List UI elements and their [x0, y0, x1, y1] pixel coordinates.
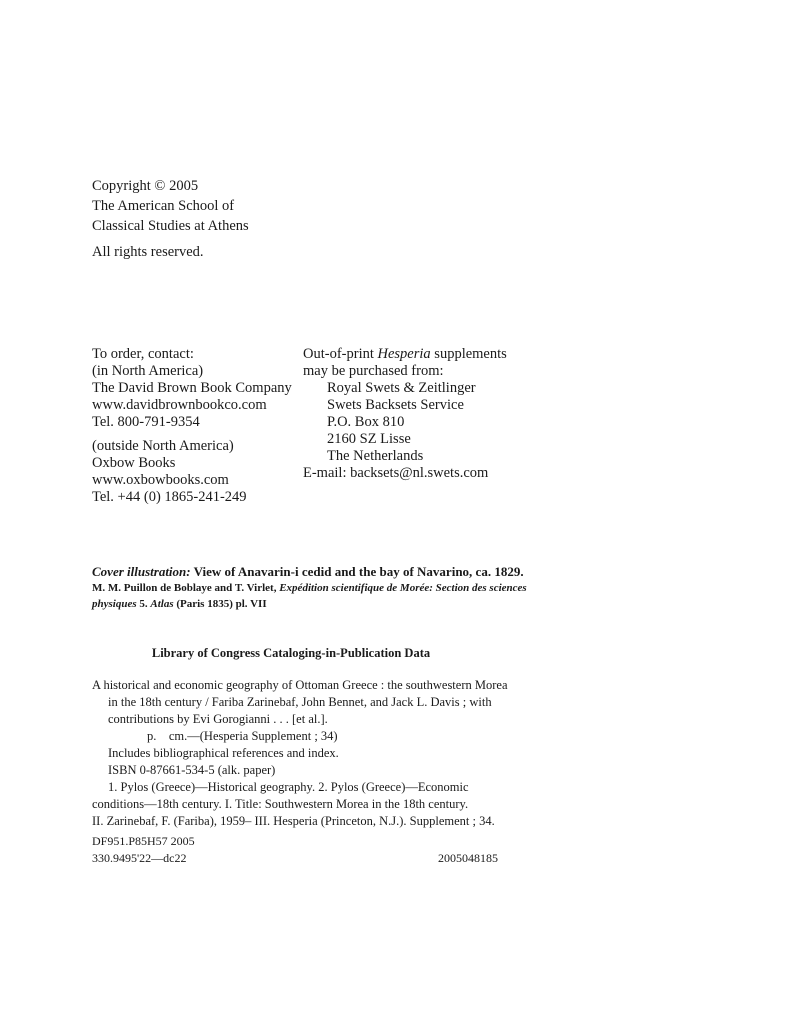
address-line-4: 2160 SZ Lisse — [327, 431, 411, 447]
cover-work-2: physiques — [92, 598, 137, 610]
hesperia-italic: Hesperia — [377, 346, 431, 362]
cip-line-4: p. cm.—(Hesperia Supplement ; 34) — [147, 729, 338, 743]
rights-reserved: All rights reserved. — [92, 244, 204, 260]
cip-line-7: 1. Pylos (Greece)—Historical geography. 2. Pylos (Greece)—Economic — [108, 780, 469, 794]
order-heading: To order, contact: — [92, 346, 194, 362]
cip-heading: Library of Congress Cataloging-in-Publication Data — [151, 646, 431, 660]
cip-line-1: A historical and economic geography of Ottoman Greece : the southwestern Morea — [92, 678, 508, 692]
address-line-3: P.O. Box 810 — [327, 414, 405, 430]
order-contact-block — [92, 346, 292, 506]
cover-atlas: Atlas — [150, 598, 174, 610]
cover-source — [92, 580, 527, 596]
intl-website: www.oxbowbooks.com — [92, 472, 229, 488]
cover-source-2 — [92, 596, 512, 612]
call-numbers — [92, 833, 195, 867]
copyright-line: Copyright © 2005 — [92, 178, 199, 194]
cover-authors: M. M. Puillon de Boblaye and T. Virlet, — [92, 582, 280, 594]
cover-work: Expédition scientifique de Morée: Section des sciences — [279, 582, 527, 594]
cip-line-3: contributions by Evi Gorogianni . . . [et al.]. — [108, 712, 328, 726]
publisher-line-2: Classical Studies at Athens — [92, 218, 249, 234]
cip-record — [92, 677, 512, 830]
cip-line-6: ISBN 0-87661-534-5 (alk. paper) — [108, 763, 276, 777]
heading-pre: Out-of-print — [303, 346, 378, 362]
cip-line-9: II. Zarinebaf, F. (Fariba), 1959– III. Hesperia (Princeton, N.J.). Supplement ; 34. — [92, 814, 495, 828]
na-website: www.davidbrownbookco.com — [92, 397, 267, 413]
cip-line-2: in the 18th century / Fariba Zarinebaf, John Bennet, and Jack L. Davis ; with — [108, 695, 492, 709]
cover-label: Cover illustration: — [92, 564, 191, 579]
cover-caption — [92, 563, 524, 580]
cover-illustration-credit — [92, 563, 527, 612]
na-label: (in North America) — [92, 363, 204, 379]
spacer — [92, 431, 292, 438]
address-line-5: The Netherlands — [327, 448, 424, 464]
purchase-line: may be purchased from: — [303, 363, 444, 379]
cip-line-5: Includes bibliographical references and index. — [108, 746, 339, 760]
na-company: The David Brown Book Company — [92, 380, 292, 396]
na-telephone: Tel. 800-791-9354 — [92, 414, 200, 430]
dewey-number: 330.9495'22—dc22 — [92, 851, 187, 865]
out-of-print-block — [303, 346, 507, 482]
lc-call-number: DF951.P85H57 2005 — [92, 834, 195, 848]
cover-rest: (Paris 1835) pl. VII — [173, 598, 267, 610]
heading-post: supplements — [430, 346, 507, 362]
copyright-block — [92, 176, 249, 236]
intl-telephone: Tel. +44 (0) 1865-241-249 — [92, 489, 247, 505]
intl-label: (outside North America) — [92, 438, 234, 454]
intl-company: Oxbow Books — [92, 455, 176, 471]
lccn-number: 2005048185 — [438, 851, 498, 865]
publisher-line: The American School of — [92, 198, 235, 214]
cip-line-8: conditions—18th century. I. Title: Southwestern Morea in the 18th century. — [92, 797, 469, 811]
cover-volume: 5. — [136, 598, 151, 610]
cover-text: View of Anavarin-i cedid and the bay of Navarino, ca. 1829. — [190, 564, 524, 579]
address-line-1: Royal Swets & Zeitlinger — [327, 380, 476, 396]
address-line-2: Swets Backsets Service — [327, 397, 464, 413]
email-line: E-mail: backsets@nl.swets.com — [303, 465, 489, 481]
out-of-print-heading — [303, 346, 507, 363]
